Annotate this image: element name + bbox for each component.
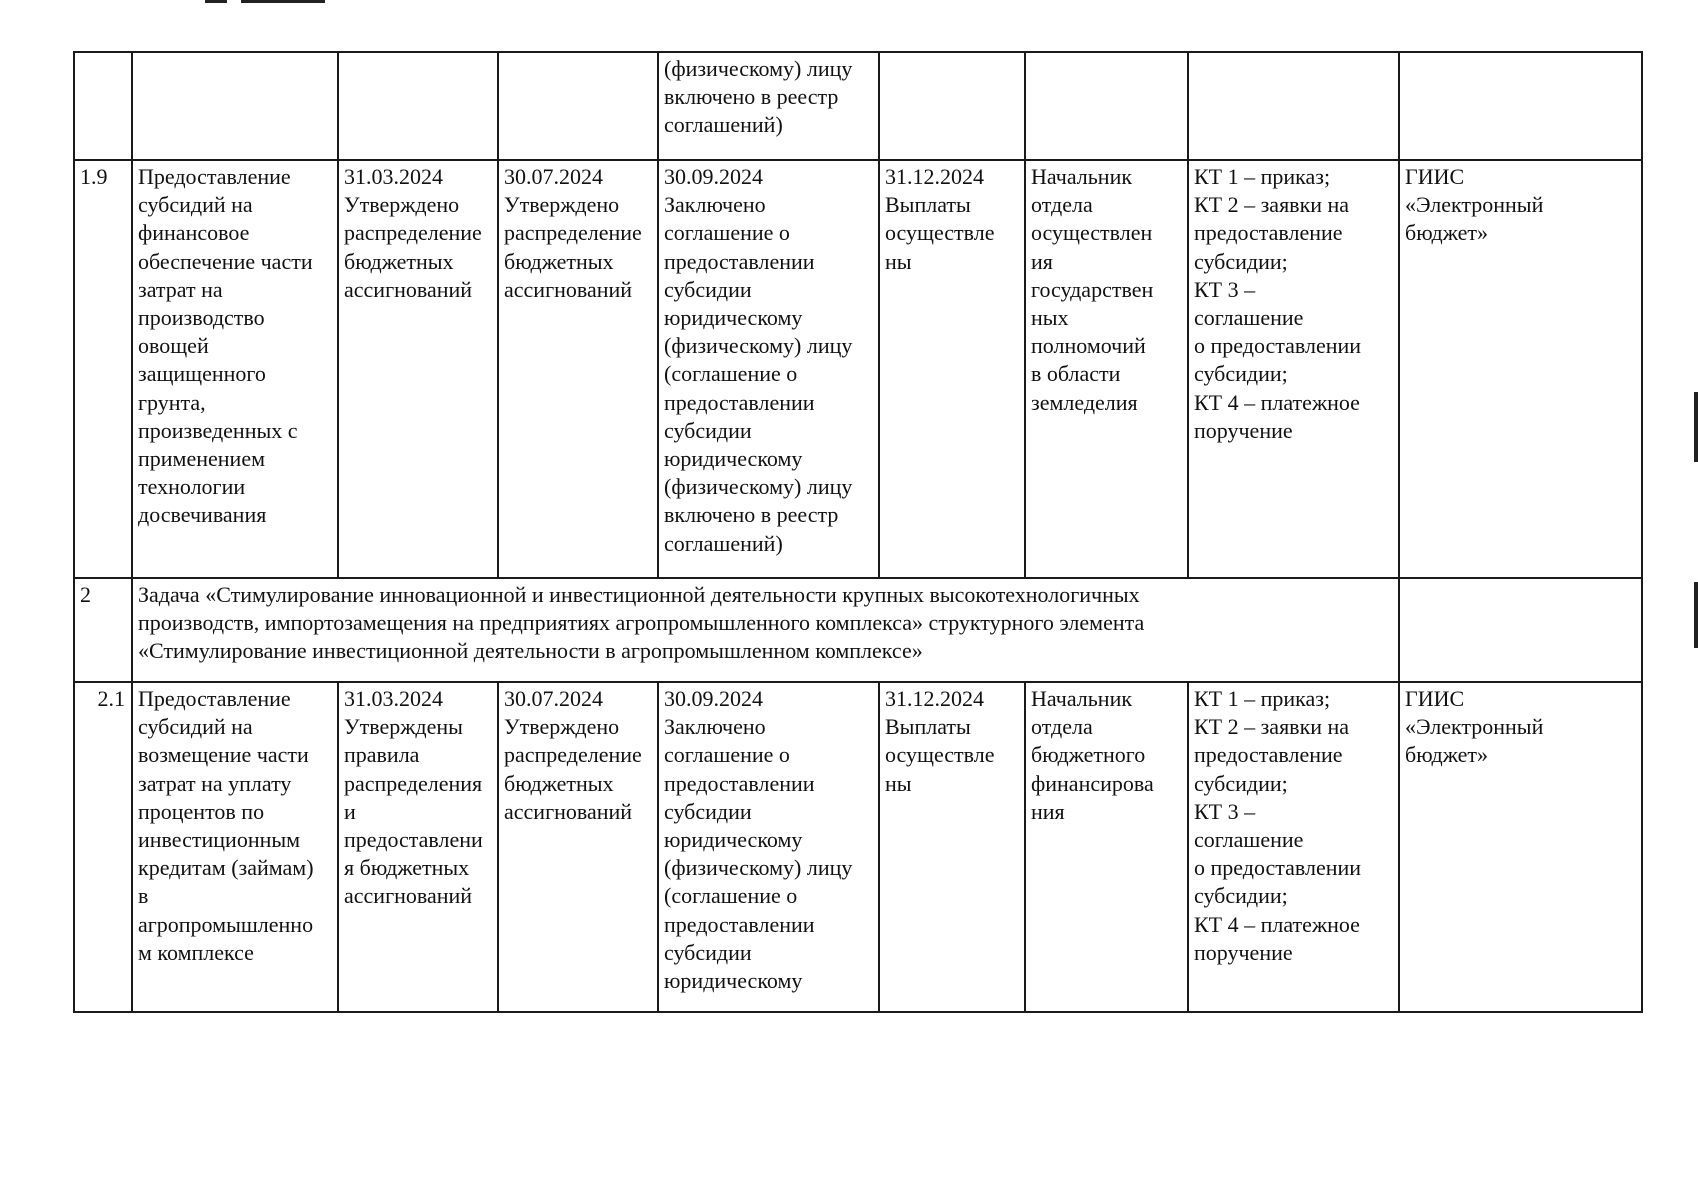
- checkpoint-3-cell: 30.09.2024 Заключено соглашение о предоставлении субсидии юридическому (физическому) лицу (соглашение о предоставлении субсидии юридическому: [658, 682, 879, 1012]
- checkpoint-1-cell: 31.03.2024 Утверждено распределение бюджетных ассигнований: [338, 160, 498, 578]
- scan-edge-mark: [1694, 582, 1698, 648]
- measure-name-cell: Предоставление субсидий на финансовое обеспечение части затрат на производство овощей защищенного грунта, произведенных с применением технологии досвечивания: [132, 160, 338, 578]
- documents-cell: КТ 1 – приказ; КТ 2 – заявки на предоставление субсидии; КТ 3 – соглашение о предоставлении субсидии; КТ 4 – платежное поручение: [1188, 160, 1399, 578]
- table-row: [74, 52, 1642, 160]
- page-edge-mark: [205, 0, 325, 4]
- row-number: 2.1: [74, 682, 132, 1012]
- checkpoint-4-cell: [879, 52, 1025, 160]
- plan-table: [73, 51, 1643, 1013]
- documents-cell: [1188, 52, 1399, 160]
- checkpoint-2-cell: 30.07.2024 Утверждено распределение бюджетных ассигнований: [498, 682, 658, 1012]
- scan-edge-mark: [1694, 392, 1698, 462]
- task-description: Задача «Стимулирование инновационной и инвестиционной деятельности крупных высокотехнологичных производств, импортозамещения на предприятиях агропромышленного комплекса» структурного элемента «Стимулирование инвестиционной деятельности в агропромышленном комплексе»: [132, 578, 1399, 682]
- task-empty-cell: [1399, 578, 1642, 682]
- checkpoint-3-cell: (физическому) лицу включено в реестр соглашений): [658, 52, 879, 160]
- task-number: 2: [74, 578, 132, 682]
- information-system-cell: ГИИС «Электронный бюджет»: [1399, 682, 1642, 1012]
- responsible-cell: [1025, 52, 1188, 160]
- information-system-cell: ГИИС «Электронный бюджет»: [1399, 160, 1642, 578]
- measure-name-cell: Предоставление субсидий на возмещение части затрат на уплату процентов по инвестиционным кредитам (займам) в агропромышленно м комплексе: [132, 682, 338, 1012]
- table-row: [74, 682, 1642, 1012]
- checkpoint-1-cell: 31.03.2024 Утверждены правила распределения и предоставлени я бюджетных ассигнований: [338, 682, 498, 1012]
- checkpoint-4-cell: 31.12.2024 Выплаты осуществле ны: [879, 160, 1025, 578]
- checkpoint-4-cell: 31.12.2024 Выплаты осуществле ны: [879, 682, 1025, 1012]
- row-number: 1.9: [74, 160, 132, 578]
- documents-cell: КТ 1 – приказ; КТ 2 – заявки на предоставление субсидии; КТ 3 – соглашение о предоставлении субсидии; КТ 4 – платежное поручение: [1188, 682, 1399, 1012]
- checkpoint-2-cell: [498, 52, 658, 160]
- checkpoint-3-cell: 30.09.2024 Заключено соглашение о предоставлении субсидии юридическому (физическому) лицу (соглашение о предоставлении субсидии юридическому (физическому) лицу включено в реестр соглашений): [658, 160, 879, 578]
- checkpoint-2-cell: 30.07.2024 Утверждено распределение бюджетных ассигнований: [498, 160, 658, 578]
- measure-name-cell: [132, 52, 338, 160]
- table-row: [74, 160, 1642, 578]
- information-system-cell: [1399, 52, 1642, 160]
- task-row: [74, 578, 1642, 682]
- responsible-cell: Начальник отдела бюджетного финансирова ния: [1025, 682, 1188, 1012]
- row-number: [74, 52, 132, 160]
- checkpoint-1-cell: [338, 52, 498, 160]
- responsible-cell: Начальник отдела осуществлен ия государствен ных полномочий в области земледелия: [1025, 160, 1188, 578]
